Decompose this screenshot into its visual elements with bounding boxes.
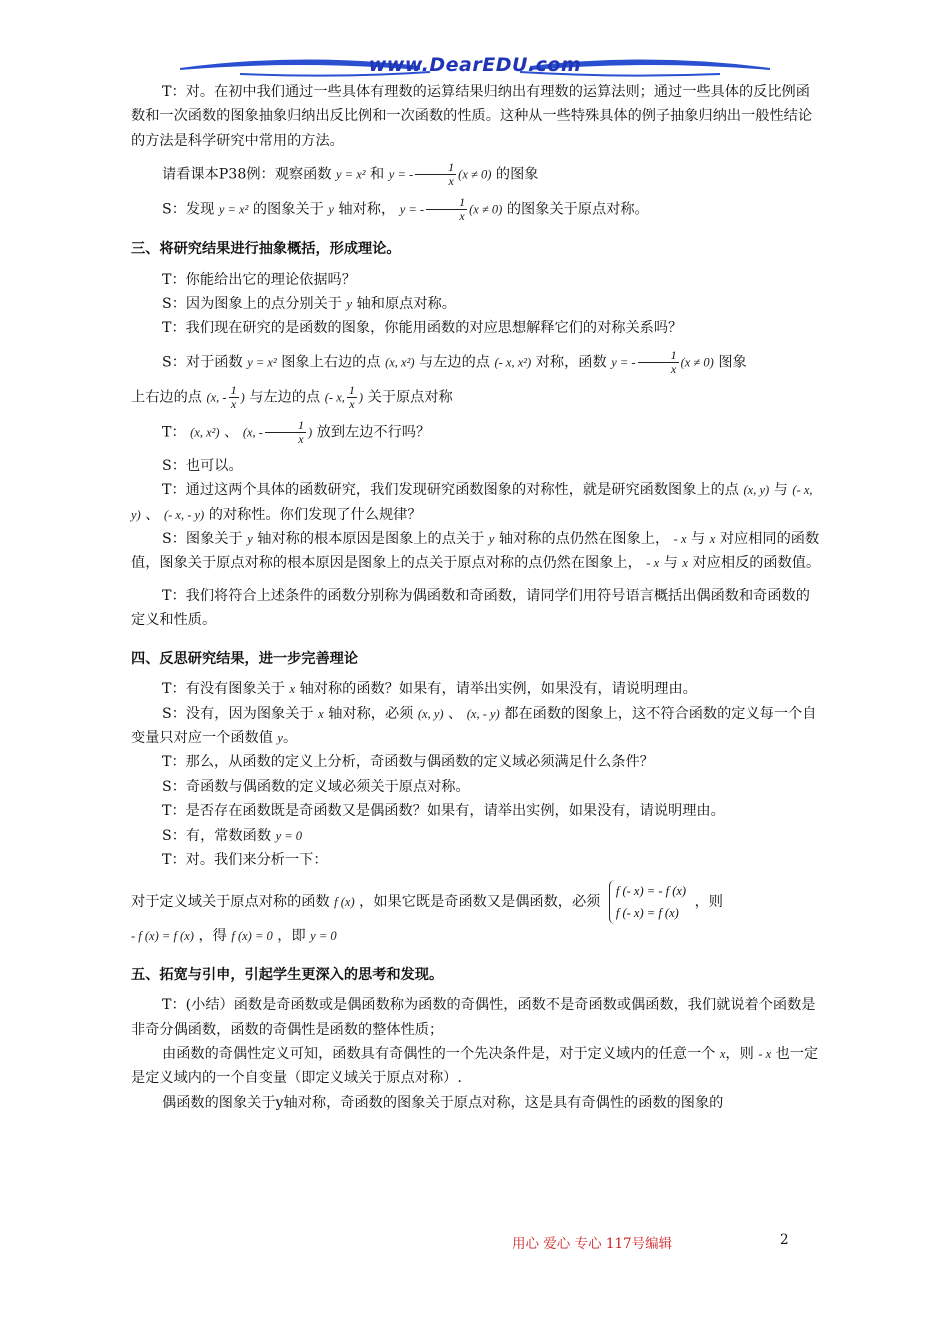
equation: f (- x) = - f (x) — [615, 884, 687, 899]
text: 上右边的点 — [131, 389, 202, 406]
document-body — [131, 80, 821, 1115]
text: 对应相同的函数值，图象关于原点对称的根本原因是图象上的点关于原点对称的点仍然在图象上， — [131, 531, 820, 572]
paragraph — [131, 292, 821, 316]
fraction — [638, 349, 679, 376]
numerator: 1 — [638, 349, 679, 363]
denominator: x — [459, 209, 465, 224]
paragraph: S：奇函数与偶函数的定义域必须关于原点对称。 — [162, 778, 470, 795]
fraction — [415, 161, 456, 188]
paragraph — [131, 924, 821, 948]
paragraph — [131, 1042, 821, 1091]
text: ，则 — [725, 1045, 754, 1062]
math-expr: - x — [646, 556, 660, 571]
text: 轴对称， — [338, 201, 396, 218]
fraction — [265, 419, 306, 446]
math-expr: ) — [358, 390, 364, 405]
paragraph: T：(小结）函数是奇函数或是偶函数称为函数的奇偶性，函数不是奇函数或偶函数，我们就说着个函数是非奇分偶函数，函数的奇偶性是函数的整体性质； — [131, 997, 816, 1038]
text: ，即 — [277, 928, 306, 945]
text: S：没有，因为图象关于 — [162, 705, 314, 722]
text: 轴对称的函数？如果有，请举出实例，如果没有，请说明理由。 — [299, 681, 697, 698]
paragraph: S：也可以。 — [162, 457, 243, 474]
text: 、 — [224, 424, 239, 441]
denominator: x — [298, 431, 304, 446]
paragraph: T：你能给出它的理论依据吗？ — [162, 271, 356, 288]
math-expr: - x — [673, 532, 687, 547]
math-expr: (- x, - y) — [163, 507, 205, 522]
text: 也一定是定义域内的一个自变量（即定义域关于原点对称）. — [131, 1045, 819, 1087]
math-expr: y — [346, 297, 353, 312]
section-heading: 四、反思研究结果，进一步完善理论 — [131, 650, 359, 667]
math-expr: (x, y) — [743, 483, 770, 498]
paragraph — [131, 419, 821, 446]
paragraph — [131, 196, 821, 223]
math-expr: (- x, — [324, 390, 345, 405]
text: S：因为图象上的点分别关于 — [162, 296, 342, 313]
denominator: x — [670, 361, 677, 376]
equation-system — [609, 880, 686, 924]
footer-motto: 用心 爱心 专心 117号编辑 — [512, 1236, 673, 1252]
math-expr: y — [328, 202, 334, 217]
text: 的对称性。你们发现了什么规律？ — [208, 506, 422, 523]
math-expr: y = 0 — [275, 828, 303, 843]
paragraph: T：那么，从函数的定义上分析，奇函数与偶函数的定义域必须满足什么条件？ — [162, 754, 654, 771]
text: 关于原点对称 — [367, 389, 453, 406]
math-expr: y — [247, 532, 253, 547]
paragraph: T：对。在初中我们通过一些具体有理数的运算结果归纳出有理数的运算法则；通过一些具体的反比例函数和一次函数的图象抽象归纳出反比例和一次函数的性质。这种从一些特殊具体的例子抽象归纳出一般性结论的方法是科学研究中常用的方法。 — [131, 84, 813, 149]
text: 、 — [448, 705, 463, 722]
text: 与 — [691, 531, 706, 548]
math-expr: x — [318, 706, 324, 721]
text: ，如果它既是奇函数又是偶函数，必须 — [359, 894, 601, 911]
math-expr: ) — [307, 425, 313, 440]
math-expr: f (x) = 0 — [231, 929, 273, 944]
text: ，则 — [694, 894, 723, 911]
numerator: 1 — [348, 382, 355, 397]
math-expr: y = x² — [336, 167, 366, 182]
paragraph — [131, 677, 821, 701]
text: 对称，函数 — [535, 354, 607, 371]
math-expr: (x, - — [242, 425, 263, 440]
math-expr: y = - — [388, 167, 414, 182]
paragraph: T：对。我们来分析一下： — [162, 851, 328, 868]
site-name: www.DearEDU.com — [368, 54, 582, 76]
equation: f (- x) = f (x) — [615, 906, 679, 921]
text: 与左边的点 — [249, 389, 321, 406]
paragraph — [131, 161, 821, 188]
fraction — [229, 384, 239, 411]
text: 的图象 — [495, 166, 539, 183]
math-expr: (x ≠ 0) — [469, 202, 503, 217]
text: 图象上右边的点 — [281, 354, 381, 371]
text: T： — [162, 424, 186, 441]
text: T：通过这两个具体的函数研究，我们发现研究函数图象的对称性，就是研究函数图象上的点 — [162, 482, 739, 499]
text: 的图象关于 — [252, 201, 324, 218]
text: 轴对称的根本原因是图象上的点关于 — [257, 531, 485, 548]
math-expr: f (x) — [334, 895, 355, 910]
denominator: x — [349, 396, 355, 411]
fraction — [426, 196, 467, 223]
section-heading: 五、拓宽与引申，引起学生更深入的思考和发现。 — [131, 966, 444, 983]
paragraph: T：我们现在研究的是函数的图象，你能用函数的对应思想解释它们的对称关系吗？ — [162, 320, 683, 337]
math-expr: ) — [240, 390, 245, 405]
text: 。 — [282, 729, 298, 746]
math-expr: (x, x²) — [190, 425, 220, 440]
math-expr: (x, x²) — [385, 355, 415, 370]
math-expr: x — [682, 556, 688, 571]
paragraph — [131, 824, 821, 848]
text: 图象 — [718, 354, 747, 371]
denominator: x — [230, 396, 237, 411]
paragraph — [131, 527, 821, 576]
text: 、 — [145, 506, 160, 523]
math-expr: x — [719, 1046, 726, 1061]
math-expr: (- x, y) — [131, 483, 813, 522]
section-heading: 三、将研究结果进行抽象概括，形成理论。 — [131, 241, 401, 258]
text: 对于定义域关于原点对称的函数 — [131, 894, 330, 911]
math-expr: y — [488, 532, 495, 547]
numerator: 1 — [415, 161, 456, 175]
numerator: 1 — [230, 382, 237, 397]
text: T：有没有图象关于 — [162, 681, 285, 698]
text: 和 — [370, 166, 385, 183]
page-footer — [0, 1232, 950, 1256]
math-expr: - x — [758, 1046, 772, 1061]
text: S：有，常数函数 — [162, 827, 272, 844]
page-number: 2 — [780, 1232, 789, 1248]
text: 与 — [663, 555, 678, 572]
text: 的图象关于原点对称。 — [506, 201, 649, 218]
math-expr: (- x, x²) — [494, 355, 532, 370]
math-expr: (x ≠ 0) — [680, 355, 714, 370]
paragraph — [131, 702, 821, 751]
numerator: 1 — [426, 196, 467, 210]
text: 与左边的点 — [419, 354, 490, 371]
fraction — [347, 384, 357, 411]
paragraph — [131, 349, 821, 376]
text: 请看课本P38例：观察函数 — [162, 166, 332, 183]
math-expr: y = 0 — [310, 929, 337, 944]
paragraph — [131, 478, 821, 527]
math-expr: y = x² — [218, 202, 249, 217]
paragraph — [131, 880, 821, 924]
text: 由函数的奇偶性定义可知，函数具有奇偶性的一个先决条件是，对于定义域内的任意一个 — [162, 1045, 716, 1062]
paragraph: T：我们将符合上述条件的函数分别称为偶函数和奇函数，请同学们用符号语言概括出偶函数和奇函数的定义和性质。 — [131, 587, 810, 629]
math-expr: y — [277, 730, 283, 745]
numerator: 1 — [265, 419, 306, 433]
math-expr: y = - — [611, 355, 636, 370]
math-expr: y = x² — [247, 355, 277, 370]
paragraph: T：是否存在函数既是奇函数又是偶函数？如果有，请举出实例，如果没有，请说明理由。 — [162, 803, 725, 820]
text: S：发现 — [162, 201, 215, 218]
text: 轴和原点对称。 — [356, 296, 456, 313]
math-expr: x — [289, 682, 296, 697]
math-expr: (x, - y) — [466, 706, 500, 721]
text: 对应相反的函数值。 — [692, 555, 821, 572]
math-expr: x — [709, 532, 716, 547]
text: 与 — [773, 482, 788, 499]
math-expr: - f (x) = f (x) — [131, 929, 194, 944]
text: S：对于函数 — [162, 354, 243, 371]
paragraph — [131, 384, 821, 411]
text: 轴对称的点仍然在图象上， — [498, 531, 670, 548]
math-expr: (x, y) — [417, 706, 444, 721]
text: 轴对称，必须 — [328, 705, 414, 722]
denominator: x — [448, 174, 454, 189]
text: ，得 — [198, 928, 227, 945]
paragraph: 偶函数的图象关于y轴对称，奇函数的图象关于原点对称，这是具有奇偶性的函数的图象的 — [162, 1094, 724, 1111]
math-expr: (x, - — [206, 390, 227, 405]
text: 放到左边不行吗？ — [316, 424, 431, 441]
text: S：图象关于 — [162, 531, 243, 548]
math-expr: (x ≠ 0) — [458, 167, 492, 182]
text: 都在函数的图象上，这不符合函数的定义每一个自变量只对应一个函数值 — [131, 705, 817, 746]
math-expr: y = - — [399, 202, 425, 217]
